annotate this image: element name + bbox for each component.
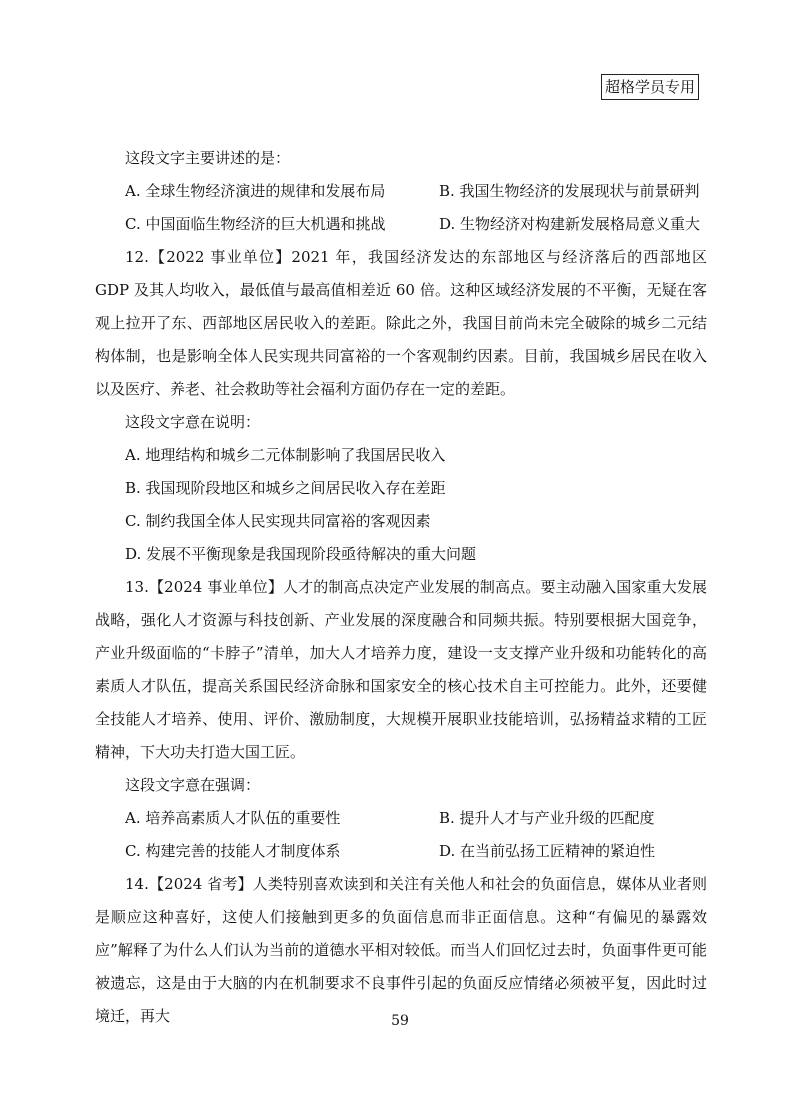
q13-options-row-1 — [125, 802, 725, 835]
q12-option-b: B. 我国现阶段地区和城乡之间居民收入存在差距 — [125, 479, 446, 497]
q13-passage — [95, 571, 707, 769]
q13-option-c: C. 构建完善的技能人才制度体系 — [125, 842, 341, 860]
q13-passage-text: 13.【2024 事业单位】人才的制高点决定产业发展的制高点。要主动融入国家重大发展战略，强化人才资源与科技创新、产业发展的深度融合和同频共振。特别要根据大国竞争，产业升级面临的“卡脖子”清单，加大人才培养力度，建设一支支撑产业升级和功能转化的高素质人才队伍，提高关系国民经济命脉和国家安全的核心技术自主可控能力。此外，还要健全技能人才培养、使用、评价、激励制度，大规模开展职业技能培训，弘扬精益求精的工匠精神，下大功夫打造大国工匠。 — [95, 578, 707, 761]
q14-passage-text: 14.【2024 省考】人类特别喜欢读到和关注有关他人和社会的负面信息，媒体从业者则是顺应这种喜好，这使人们接触到更多的负面信息而非正面信息。这种“有偏见的暴露效应”解释了为什么人们认为当前的道德水平相对较低。而当人们回忆过去时，负面事件更可能被遗忘，这是由于大脑的内在机制要求不良事件引起的负面反应情绪必须被平复，因此时过境迁，再大 — [95, 875, 707, 1025]
q13-option-d: D. 在当前弘扬工匠精神的紧迫性 — [439, 842, 656, 860]
q12-passage-text: 12.【2022 事业单位】2021 年，我国经济发达的东部地区与经济落后的西部地区 GDP 及其人均收入，最低值与最高值相差近 60 倍。这种区域经济发展的不平衡，无疑在客观上拉开了东、西部地区居民收入的差距。除此之外，我国目前尚未完全破除的城乡二元结构体制，也是影响全体人民实现共同富裕的一个客观制约因素。目前，我国城乡居民在收入以及医疗、养老、社会救助等社会福利方面仍存在一定的差距。 — [95, 248, 707, 398]
q12-option-d: D. 发展不平衡现象是我国现阶段亟待解决的重大问题 — [125, 545, 477, 563]
q12-option-a: A. 地理结构和城乡二元体制影响了我国居民收入 — [125, 446, 446, 464]
q11-options-row-1 — [125, 175, 725, 208]
q13-options-row-2 — [125, 835, 725, 868]
q12-passage — [95, 241, 707, 406]
q12-option-c: C. 制约我国全体人民实现共同富裕的客观因素 — [125, 512, 431, 530]
q11-option-c: C. 中国面临生物经济的巨大机遇和挑战 — [125, 215, 386, 233]
q11-option-d: D. 生物经济对构建新发展格局意义重大 — [439, 215, 701, 233]
q11-prompt: 这段文字主要讲述的是： — [125, 149, 291, 167]
q11-option-b: B. 我国生物经济的发展现状与前景研判 — [439, 182, 700, 200]
q11-option-a: A. 全球生物经济演进的规律和发展布局 — [125, 182, 386, 200]
exclusive-badge: 超格学员专用 — [601, 74, 699, 100]
page-number: 59 — [391, 1013, 409, 1029]
q14-passage — [95, 868, 707, 1033]
q11-options-row-2 — [125, 208, 725, 241]
q13-option-a: A. 培养高素质人才队伍的重要性 — [125, 809, 341, 827]
q12-prompt: 这段文字意在说明： — [125, 413, 261, 431]
q13-prompt: 这段文字意在强调： — [125, 776, 261, 794]
q13-option-b: B. 提升人才与产业升级的匹配度 — [439, 809, 655, 827]
